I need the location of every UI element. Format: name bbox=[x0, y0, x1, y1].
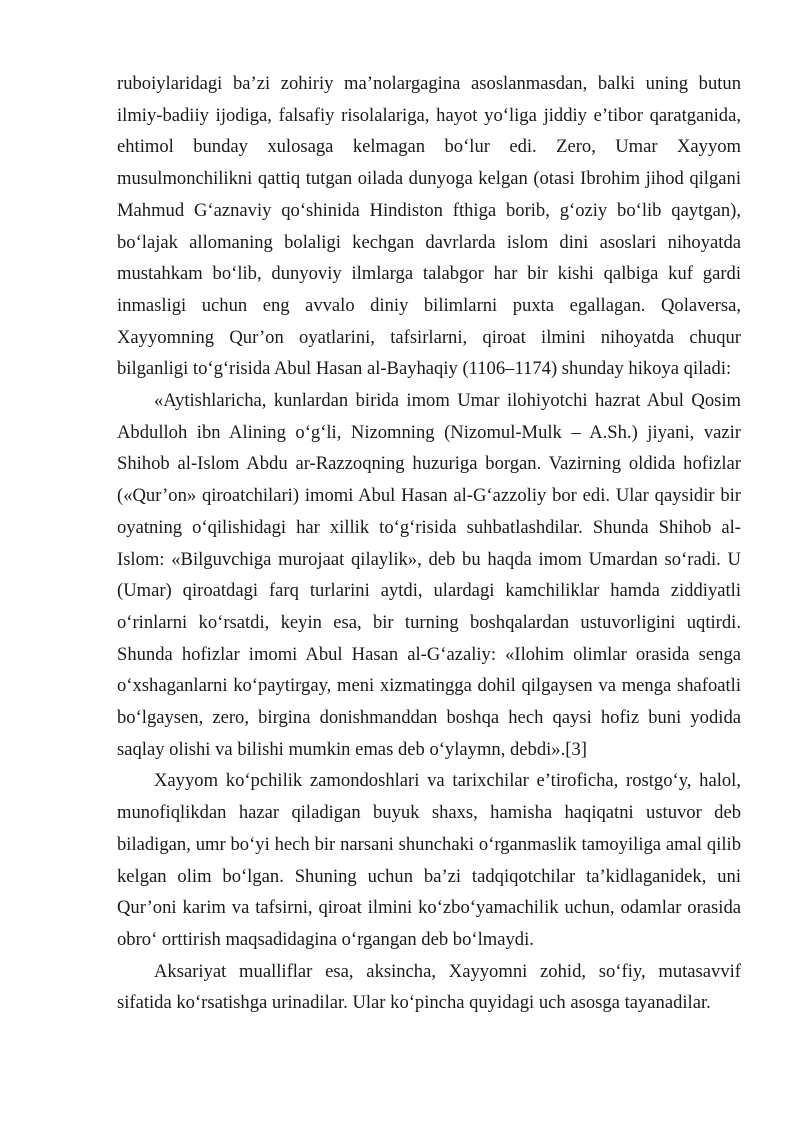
paragraph-xayyom-character: Xayyom ko‘pchilik zamondoshlari va tarixchilar e’tiroficha, rostgo‘y, halol, munofiqlikdan hazar qiladigan buyuk shaxs, hamisha haqiqatni ustuvor deb biladigan, umr bo‘yi hech bir narsani shunchaki o‘rganmaslik tamoyiliga amal qilib kelgan olim bo‘lgan. Shuning uchun ba’zi tadqiqotchilar ta’kidlaganidek, uni Qur’oni karim va tafsirni, qiroat ilmini ko‘zbo‘yamachilik uchun, odamlar orasida obro‘ orttirish maqsadidagina o‘rgangan deb bo‘lmaydi. bbox=[117, 770, 741, 950]
paragraph-continuation: ruboiylaridagi ba’zi zohiriy ma’nolargagina asoslanmasdan, balki uning butun ilmiy-badiiy ijodiga, falsafiy risolalariga, hayot yo‘liga jiddiy e’tibor qaratganida, ehtimol bunday xulosaga kelmagan bo‘lur edi. Zero, Umar Xayyom musulmonchilikni qattiq tutgan oilada dunyoga kelgan (otasi Ibrohim jihod qilgani Mahmud G‘aznaviy qo‘shinida Hindiston fthiga borib, g‘oziy bo‘lib qaytgan), bo‘lajak allomaning bolaligi kechgan davrlarda islom dini asoslari nihoyatda mustahkam bo‘lib, dunyoviy ilmlarga talabgor har bir kishi qalbiga kuf gardi inmasligi uchun eng avvalo diniy bilimlarni puxta egallagan. Qolaversa, Xayyomning Qur’on oyatlarini, tafsirlarni, qiroat ilmini nihoyatda chuqur bilganligi to‘g‘risida Abul Hasan al-Bayhaqiy (1106–1174) shunday hikoya qiladi: bbox=[117, 73, 741, 380]
paragraph-quote-bayhaqiy: «Aytishlaricha, kunlardan birida imom Umar ilohiyotchi hazrat Abul Qosim Abdulloh ibn Alining o‘g‘li, Nizomning (Nizomul-Mulk – A.Sh.) jiyani, vazir Shihob al-Islom Abdu ar-Razzoqning huzuriga borgan. Vazirning oldida hofizlar («Qur’on» qiroatchilari) imomi Abul Hasan al-G‘azzoliy bor edi. Ular qaysidir bir oyatning o‘qilishidagi har xillik to‘g‘risida suhbatlashdilar. Shunda Shihob al-Islom: «Bilguvchiga murojaat qilaylik», deb bu haqda imom Umardan so‘radi. U (Umar) qiroatdagi farq turlarini aytdi, ulardagi kamchiliklar hamda ziddiyatli o‘rinlarni ko‘rsatdi, keyin esa, bir turning boshqalardan ustuvorligini uqtirdi. Shunda hofizlar imomi Abul Hasan al-G‘azaliy: «Ilohim olimlar orasida senga o‘xshaganlarni ko‘paytirgay, meni xizmatingga dohil qilgaysen va menga shafoatli bo‘lgaysen, zero, birgina donishmanddan boshqa hech qaysi hofiz buni yodida saqlay olishi va bilishi mumkin emas deb o‘ylaymn, debdi».[3] bbox=[117, 390, 741, 760]
paragraph-sufi-view: Aksariyat mualliflar esa, aksincha, Xayyomni zohid, so‘fiy, mutasavvif sifatida ko‘rsatishga urinadilar. Ular ko‘pincha quyidagi uch asosga tayanadilar. bbox=[117, 960, 741, 1014]
document-page bbox=[117, 68, 741, 1019]
